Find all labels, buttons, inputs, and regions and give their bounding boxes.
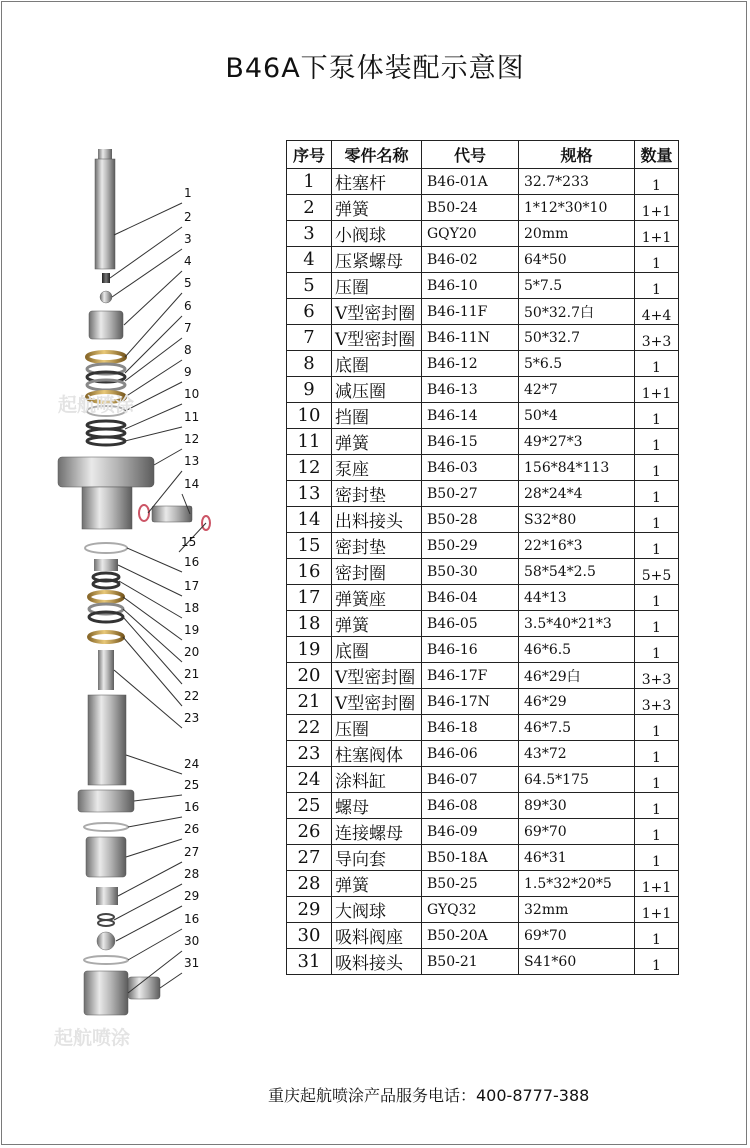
- callout-number: 23: [184, 711, 200, 725]
- callout-number: 25: [184, 778, 200, 792]
- callout-number: 27: [184, 845, 200, 859]
- callout-number: 1: [184, 186, 192, 200]
- callout-number: 11: [184, 410, 200, 424]
- callout-leader-line: [123, 617, 182, 684]
- diagram-svg: [40, 135, 230, 1065]
- table-cell: 弹簧座: [332, 585, 422, 611]
- table-cell: 1+1: [635, 195, 679, 221]
- seal-ring-part: [84, 823, 128, 831]
- table-cell: 弹簧: [332, 871, 422, 897]
- table-cell: 46*31: [519, 845, 635, 871]
- callout-number: 18: [184, 601, 200, 615]
- callout-leader-line: [123, 609, 182, 662]
- table-cell: 柱塞杆: [332, 169, 422, 195]
- callout-leader-line: [119, 581, 182, 618]
- callout-number: 15: [181, 535, 197, 549]
- table-cell: 压圈: [332, 715, 422, 741]
- callout-leader-line: [134, 795, 182, 801]
- callout-number: 21: [184, 667, 200, 681]
- table-cell: 1: [635, 741, 679, 767]
- callout-leader-line: [124, 271, 182, 325]
- table-cell: 1: [635, 767, 679, 793]
- table-cell: 底圈: [332, 351, 422, 377]
- callout-leader-line: [116, 906, 182, 941]
- table-cell: 底圈: [332, 637, 422, 663]
- table-cell: 26: [287, 819, 332, 845]
- table-cell: V型密封圈: [332, 325, 422, 351]
- table-cell: 46*7.5: [519, 715, 635, 741]
- table-cell: B46-18: [422, 715, 519, 741]
- table-row: [287, 637, 679, 663]
- table-header-row: [287, 141, 679, 169]
- callout-leader-line: [123, 597, 182, 640]
- callout-number: 19: [184, 623, 200, 637]
- table-cell: 24: [287, 767, 332, 793]
- table-cell: 2: [287, 195, 332, 221]
- table-cell: 1: [635, 715, 679, 741]
- table-cell: 22*16*3: [519, 533, 635, 559]
- table-cell: B50-27: [422, 481, 519, 507]
- table-cell: 15: [287, 533, 332, 559]
- table-row: [287, 169, 679, 195]
- table-cell: 1: [635, 637, 679, 663]
- service-phone-footer: 重庆起航喷涂产品服务电话：400-8777-388: [268, 1086, 590, 1105]
- table-cell: 6: [287, 299, 332, 325]
- callout-leader-line: [118, 565, 182, 596]
- table-cell: 1.5*32*20*5: [519, 871, 635, 897]
- table-cell: 20: [287, 663, 332, 689]
- table-cell: B46-02: [422, 247, 519, 273]
- table-cell: 4+4: [635, 299, 679, 325]
- table-row: [287, 689, 679, 715]
- plunger-rod-part: [95, 149, 115, 269]
- table-cell: 23: [287, 741, 332, 767]
- table-row: [287, 793, 679, 819]
- callout-number: 31: [184, 956, 200, 970]
- callout-leader-line: [123, 637, 182, 706]
- table-cell: 3+3: [635, 663, 679, 689]
- table-cell: 43*72: [519, 741, 635, 767]
- table-cell: 5+5: [635, 559, 679, 585]
- table-cell: B46-16: [422, 637, 519, 663]
- table-cell: 弹簧: [332, 429, 422, 455]
- table-cell: V型密封圈: [332, 299, 422, 325]
- callout-number: 10: [184, 387, 200, 401]
- table-cell: 密封垫: [332, 481, 422, 507]
- spring-part: [93, 573, 119, 588]
- table-cell: 1: [635, 169, 679, 195]
- spring-seat-part: [94, 559, 118, 571]
- small-spring-part: [102, 273, 110, 283]
- table-cell: 16: [287, 559, 332, 585]
- callout-number: 24: [184, 757, 200, 771]
- coupling-nut-part: [86, 837, 126, 877]
- table-cell: B50-29: [422, 533, 519, 559]
- callout-number: 6: [184, 299, 192, 313]
- table-cell: 50*32.7白: [519, 299, 635, 325]
- table-cell: V型密封圈: [332, 689, 422, 715]
- callout-number: 22: [184, 689, 200, 703]
- table-cell: B50-24: [422, 195, 519, 221]
- table-cell: 1: [635, 845, 679, 871]
- table-cell: 弹簧: [332, 611, 422, 637]
- table-row: [287, 741, 679, 767]
- table-row: [287, 247, 679, 273]
- table-cell: B50-18A: [422, 845, 519, 871]
- callout-number: 17: [184, 579, 200, 593]
- table-cell: 89*30: [519, 793, 635, 819]
- table-cell: 30: [287, 923, 332, 949]
- callout-leader-line: [126, 839, 182, 857]
- table-cell: 28: [287, 871, 332, 897]
- cylinder-part: [88, 695, 126, 785]
- callout-leader-line: [125, 427, 182, 441]
- table-cell: 31: [287, 949, 332, 975]
- table-row: [287, 481, 679, 507]
- table-cell: B50-21: [422, 949, 519, 975]
- table-row: [287, 455, 679, 481]
- spring-part: [87, 421, 125, 445]
- column-header: 规格: [519, 141, 635, 169]
- intake-valve-seat-part: [84, 971, 128, 1015]
- table-row: [287, 663, 679, 689]
- callout-number: 16: [184, 555, 200, 569]
- callout-number: 12: [184, 432, 200, 446]
- table-cell: 螺母: [332, 793, 422, 819]
- table-row: [287, 195, 679, 221]
- table-cell: 压圈: [332, 273, 422, 299]
- watermark-text: 起航喷涂: [58, 394, 135, 416]
- table-cell: B46-07: [422, 767, 519, 793]
- table-cell: 1: [635, 923, 679, 949]
- table-cell: 19: [287, 637, 332, 663]
- table-cell: 7: [287, 325, 332, 351]
- small-ball-part: [100, 291, 112, 303]
- seal-ring-part: [85, 543, 127, 553]
- table-cell: 20mm: [519, 221, 635, 247]
- lower-packing-stack-part: [89, 592, 123, 642]
- callout-number: 16: [184, 912, 200, 926]
- table-cell: B46-17F: [422, 663, 519, 689]
- table-cell: 涂料缸: [332, 767, 422, 793]
- table-cell: 49*27*3: [519, 429, 635, 455]
- table-cell: B46-12: [422, 351, 519, 377]
- table-cell: 连接螺母: [332, 819, 422, 845]
- table-row: [287, 325, 679, 351]
- table-cell: B46-17N: [422, 689, 519, 715]
- table-cell: 46*29白: [519, 663, 635, 689]
- column-header: 数量: [635, 141, 679, 169]
- table-cell: 1+1: [635, 897, 679, 923]
- gland-nut-part: [89, 311, 123, 339]
- table-cell: 58*54*2.5: [519, 559, 635, 585]
- watermark-text: 起航喷涂: [54, 1027, 131, 1049]
- table-row: [287, 273, 679, 299]
- table-cell: 1: [635, 533, 679, 559]
- table-cell: 8: [287, 351, 332, 377]
- table-cell: 5*7.5: [519, 273, 635, 299]
- page-title: B46A下泵体装配示意图: [225, 53, 525, 84]
- table-cell: 21: [287, 689, 332, 715]
- callout-number: 2: [184, 210, 192, 224]
- table-cell: B46-08: [422, 793, 519, 819]
- table-cell: 1: [635, 793, 679, 819]
- callout-leader-line: [127, 548, 182, 572]
- callout-number: 28: [184, 867, 200, 881]
- callout-number: 13: [184, 454, 200, 468]
- table-cell: 1*12*30*10: [519, 195, 635, 221]
- table-row: [287, 429, 679, 455]
- piston-valve-part: [98, 650, 114, 690]
- callout-number: 14: [184, 477, 200, 491]
- nut-part: [78, 790, 134, 812]
- table-cell: B46-01A: [422, 169, 519, 195]
- table-cell: 5: [287, 273, 332, 299]
- table-cell: B46-15: [422, 429, 519, 455]
- table-cell: 密封圈: [332, 559, 422, 585]
- large-ball-part: [97, 932, 115, 950]
- table-cell: 1+1: [635, 871, 679, 897]
- table-row: [287, 559, 679, 585]
- table-cell: 32.7*233: [519, 169, 635, 195]
- table-cell: 28*24*4: [519, 481, 635, 507]
- table-cell: B50-30: [422, 559, 519, 585]
- table-row: [287, 221, 679, 247]
- callout-leader-line: [118, 862, 182, 896]
- table-cell: 5*6.5: [519, 351, 635, 377]
- table-row: [287, 507, 679, 533]
- callout-leader-line: [154, 449, 182, 465]
- table-cell: B46-06: [422, 741, 519, 767]
- table-cell: 1: [287, 169, 332, 195]
- table-cell: 9: [287, 377, 332, 403]
- callout-leader-line: [128, 817, 182, 827]
- callout-leader-line: [126, 755, 182, 774]
- table-row: [287, 845, 679, 871]
- table-cell: 大阀球: [332, 897, 422, 923]
- callout-leader-line: [128, 929, 182, 960]
- table-row: [287, 949, 679, 975]
- table-cell: 11: [287, 429, 332, 455]
- table-cell: 柱塞阀体: [332, 741, 422, 767]
- table-row: [287, 403, 679, 429]
- table-cell: 1: [635, 949, 679, 975]
- table-cell: B46-10: [422, 273, 519, 299]
- table-cell: 1: [635, 403, 679, 429]
- callout-leader-line: [114, 203, 182, 235]
- table-cell: 1: [635, 585, 679, 611]
- callout-number: 3: [184, 232, 192, 246]
- table-cell: S32*80: [519, 507, 635, 533]
- table-cell: 密封垫: [332, 533, 422, 559]
- table-cell: 1+1: [635, 377, 679, 403]
- table-cell: 3+3: [635, 689, 679, 715]
- table-row: [287, 611, 679, 637]
- table-cell: 1: [635, 455, 679, 481]
- callout-number: 7: [184, 321, 192, 335]
- table-cell: GQY20: [422, 221, 519, 247]
- press-ring-part: [87, 352, 125, 362]
- table-cell: 50*32.7: [519, 325, 635, 351]
- table-cell: 25: [287, 793, 332, 819]
- column-header: 零件名称: [332, 141, 422, 169]
- table-cell: B46-05: [422, 611, 519, 637]
- table-cell: B50-28: [422, 507, 519, 533]
- table-cell: 挡圈: [332, 403, 422, 429]
- table-cell: 12: [287, 455, 332, 481]
- table-row: [287, 299, 679, 325]
- table-cell: 1+1: [635, 221, 679, 247]
- table-cell: 压紧螺母: [332, 247, 422, 273]
- table-row: [287, 585, 679, 611]
- spring-part: [98, 914, 114, 926]
- table-cell: 3: [287, 221, 332, 247]
- guide-sleeve-part: [96, 887, 118, 905]
- table-cell: 17: [287, 585, 332, 611]
- callout-number: 30: [184, 934, 200, 948]
- callout-number: 8: [184, 343, 192, 357]
- table-row: [287, 923, 679, 949]
- table-cell: 吸料阀座: [332, 923, 422, 949]
- table-cell: 44*13: [519, 585, 635, 611]
- table-cell: B46-11N: [422, 325, 519, 351]
- callout-number: 4: [184, 254, 192, 268]
- callout-number: 9: [184, 365, 192, 379]
- parts-table: [286, 140, 679, 975]
- callout-leader-line: [160, 973, 182, 988]
- table-cell: 3.5*40*21*3: [519, 611, 635, 637]
- table-row: [287, 819, 679, 845]
- table-row: [287, 767, 679, 793]
- table-cell: B46-13: [422, 377, 519, 403]
- callout-number: 16: [184, 800, 200, 814]
- callout-number: 29: [184, 889, 200, 903]
- table-cell: 13: [287, 481, 332, 507]
- callout-leader-line: [114, 884, 182, 920]
- table-cell: 1: [635, 273, 679, 299]
- exploded-assembly-diagram: [40, 135, 230, 1065]
- table-cell: B50-25: [422, 871, 519, 897]
- table-cell: GYQ32: [422, 897, 519, 923]
- table-cell: 3+3: [635, 325, 679, 351]
- table-cell: 50*4: [519, 403, 635, 429]
- table-cell: B50-20A: [422, 923, 519, 949]
- table-cell: 弹簧: [332, 195, 422, 221]
- table-row: [287, 533, 679, 559]
- callout-number: 5: [184, 276, 192, 290]
- callout-leader-line: [112, 249, 182, 297]
- table-cell: 减压圈: [332, 377, 422, 403]
- table-row: [287, 377, 679, 403]
- table-cell: 46*6.5: [519, 637, 635, 663]
- table-row: [287, 871, 679, 897]
- table-cell: 64*50: [519, 247, 635, 273]
- table-cell: 出料接头: [332, 507, 422, 533]
- table-cell: 156*84*113: [519, 455, 635, 481]
- callout-number: 26: [184, 822, 200, 836]
- column-header: 序号: [287, 141, 332, 169]
- table-cell: 18: [287, 611, 332, 637]
- table-cell: 46*29: [519, 689, 635, 715]
- seal-ring-part: [84, 956, 128, 964]
- table-cell: 导向套: [332, 845, 422, 871]
- table-cell: 4: [287, 247, 332, 273]
- callout-number: 20: [184, 645, 200, 659]
- table-cell: 小阀球: [332, 221, 422, 247]
- table-cell: B46-09: [422, 819, 519, 845]
- table-cell: B46-14: [422, 403, 519, 429]
- table-cell: V型密封圈: [332, 663, 422, 689]
- table-cell: 吸料接头: [332, 949, 422, 975]
- table-cell: 1: [635, 819, 679, 845]
- table-cell: 1: [635, 247, 679, 273]
- column-header: 代号: [422, 141, 519, 169]
- table-cell: B46-04: [422, 585, 519, 611]
- outlet-fitting-part: [152, 506, 192, 522]
- table-row: [287, 715, 679, 741]
- table-cell: 1: [635, 481, 679, 507]
- table-cell: 69*70: [519, 819, 635, 845]
- table-row: [287, 351, 679, 377]
- table-cell: B46-03: [422, 455, 519, 481]
- table-cell: 27: [287, 845, 332, 871]
- table-cell: 69*70: [519, 923, 635, 949]
- table-cell: 64.5*175: [519, 767, 635, 793]
- table-cell: 泵座: [332, 455, 422, 481]
- table-cell: 1: [635, 351, 679, 377]
- table-cell: 10: [287, 403, 332, 429]
- table-row: [287, 897, 679, 923]
- table-cell: 22: [287, 715, 332, 741]
- table-cell: 1: [635, 507, 679, 533]
- table-cell: B46-11F: [422, 299, 519, 325]
- table-cell: S41*60: [519, 949, 635, 975]
- gasket-part: [139, 505, 149, 521]
- table-cell: 32mm: [519, 897, 635, 923]
- table-cell: 1: [635, 429, 679, 455]
- callout-leader-line: [110, 227, 182, 278]
- table-cell: 29: [287, 897, 332, 923]
- table-cell: 1: [635, 611, 679, 637]
- table-cell: 42*7: [519, 377, 635, 403]
- v-packing-stack-part: [87, 364, 125, 390]
- table-cell: 14: [287, 507, 332, 533]
